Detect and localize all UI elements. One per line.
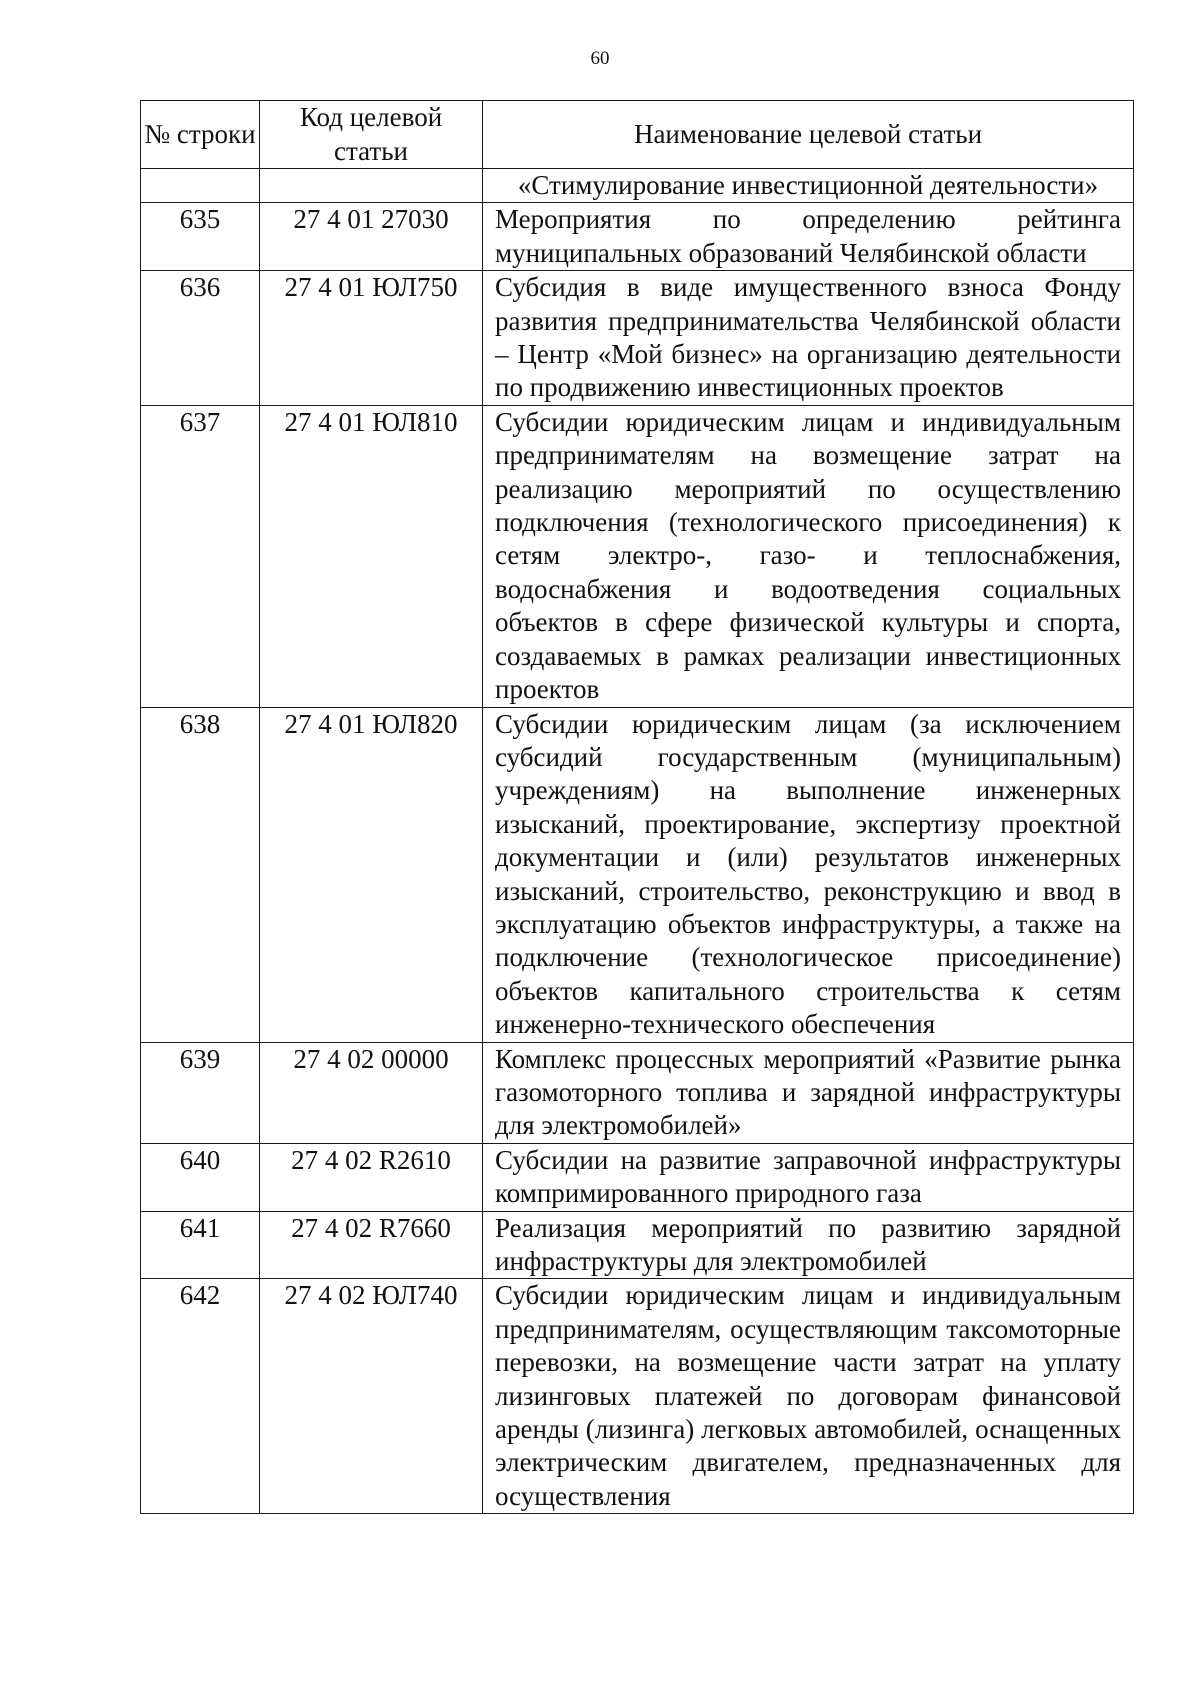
- table-row-continuation: [141, 169, 1134, 203]
- header-article-code: Код целевой статьи: [260, 101, 483, 169]
- table-row: [141, 1042, 1134, 1143]
- cell-row-number: 639: [141, 1042, 260, 1143]
- cell-article-code: 27 4 01 27030: [260, 203, 483, 271]
- cell-article-name: Комплекс процессных мероприятий «Развитие рынка газомоторного топлива и зарядной инфраструктуры для электромобилей»: [483, 1042, 1134, 1143]
- table-header-row: [141, 101, 1134, 169]
- table-row: [141, 1211, 1134, 1279]
- cell-row-number: 637: [141, 405, 260, 707]
- cell-article-name: Субсидия в виде имущественного взноса Фонду развития предпринимательства Челябинской области – Центр «Мой бизнес» на организацию деятельности по продвижению инвестиционных проектов: [483, 271, 1134, 406]
- table-row: [141, 271, 1134, 406]
- table-row: [141, 203, 1134, 271]
- page-number: 60: [590, 48, 610, 69]
- cell-article-code: 27 4 02 R7660: [260, 1211, 483, 1279]
- header-row-number: № строки: [141, 101, 260, 169]
- cell-row-number: 640: [141, 1143, 260, 1211]
- cell-article-name: Субсидии юридическим лицам и индивидуальным предпринимателям на возмещение затрат на реализацию мероприятий по осуществлению подключения (технологического присоединения) к сетям электро-, газо- и теплоснабжения, водоснабжения и водоотведения социальных объектов в сфере физической культуры и спорта, создаваемых в рамках реализации инвестиционных проектов: [483, 405, 1134, 707]
- cell-row-number: 635: [141, 203, 260, 271]
- table-row: [141, 707, 1134, 1042]
- table-row: [141, 1143, 1134, 1211]
- cell-row-number: 636: [141, 271, 260, 406]
- cell-article-name: Мероприятия по определению рейтинга муниципальных образований Челябинской области: [483, 203, 1134, 271]
- cell-article-name: «Стимулирование инвестиционной деятельности»: [483, 169, 1134, 203]
- cell-article-name: Субсидии на развитие заправочной инфраструктуры компримированного природного газа: [483, 1143, 1134, 1211]
- cell-row-number: 641: [141, 1211, 260, 1279]
- cell-article-code: 27 4 01 ЮЛ820: [260, 707, 483, 1042]
- header-article-name: Наименование целевой статьи: [483, 101, 1134, 169]
- cell-article-code: 27 4 01 ЮЛ810: [260, 405, 483, 707]
- cell-article-code: 27 4 01 ЮЛ750: [260, 271, 483, 406]
- target-articles-table: [140, 100, 1134, 1514]
- cell-article-code: 27 4 02 ЮЛ740: [260, 1279, 483, 1514]
- table-row: [141, 405, 1134, 707]
- table-row: [141, 1279, 1134, 1514]
- cell-article-code: [260, 169, 483, 203]
- cell-article-name: Субсидии юридическим лицам и индивидуальным предпринимателям, осуществляющим таксомоторные перевозки, на возмещение части затрат на уплату лизинговых платежей по договорам финансовой аренды (лизинга) легковых автомобилей, оснащенных электрическим двигателем, предназначенных для осуществления: [483, 1279, 1134, 1514]
- cell-row-number: 642: [141, 1279, 260, 1514]
- cell-article-code: 27 4 02 00000: [260, 1042, 483, 1143]
- cell-row-number: 638: [141, 707, 260, 1042]
- cell-article-code: 27 4 02 R2610: [260, 1143, 483, 1211]
- cell-article-name: Реализация мероприятий по развитию зарядной инфраструктуры для электромобилей: [483, 1211, 1134, 1279]
- cell-row-number: [141, 169, 260, 203]
- cell-article-name: Субсидии юридическим лицам (за исключением субсидий государственным (муниципальным) учреждениям) на выполнение инженерных изысканий, проектирование, экспертизу проектной документации и (или) результатов инженерных изысканий, строительство, реконструкцию и ввод в эксплуатацию объектов инфраструктуры, а также на подключение (технологическое присоединение) объектов капитального строительства к сетям инженерно-технического обеспечения: [483, 707, 1134, 1042]
